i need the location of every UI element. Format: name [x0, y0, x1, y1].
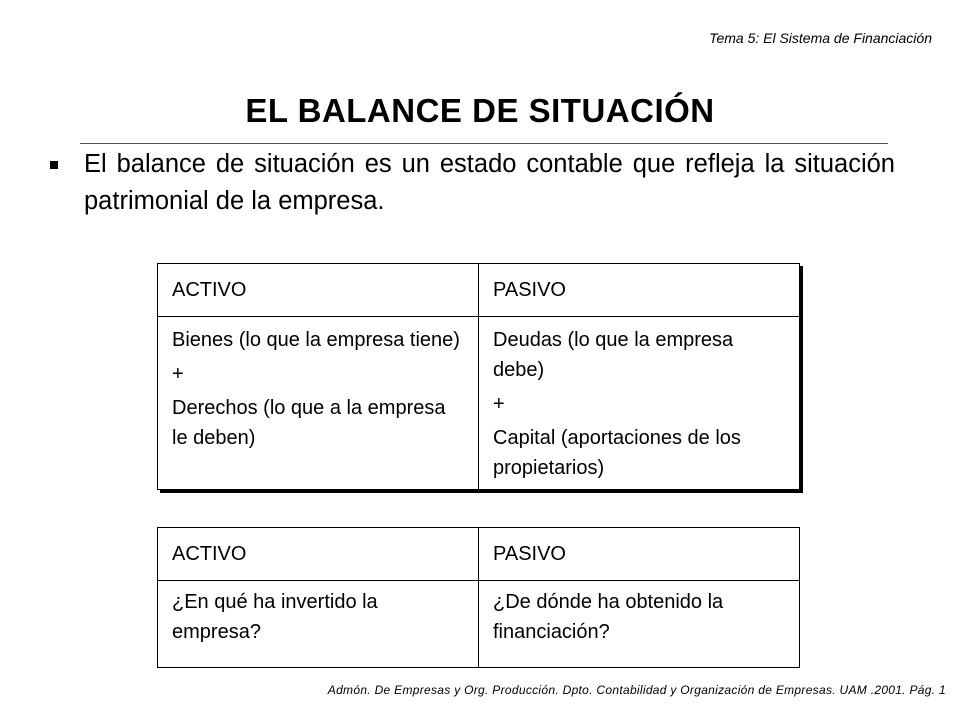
pasivo-header: PASIVO — [479, 528, 800, 581]
header-topic: Tema 5: El Sistema de Financiación — [709, 30, 932, 46]
table-row — [158, 528, 800, 581]
pasivo-header: PASIVO — [479, 264, 800, 317]
table-row — [158, 264, 800, 317]
title-divider — [80, 143, 888, 144]
pasivo-deudas: Deudas (lo que la empresa debe) — [493, 329, 734, 381]
pasivo-capital: Capital (aportaciones de los propietarios) — [493, 427, 741, 479]
plus-sign: + — [493, 393, 505, 415]
activo-question: ¿En qué ha invertido la empresa? — [158, 581, 479, 668]
footer-credit: Admón. De Empresas y Org. Producción. Dpto. Contabilidad y Organización de Empresas. UAM .2001. Pág. 1 — [327, 683, 946, 697]
slide-title: EL BALANCE DE SITUACIÓN — [245, 92, 715, 129]
activo-cell — [158, 317, 479, 490]
activo-bienes: Bienes (lo que la empresa tiene) — [172, 329, 460, 351]
activo-header: ACTIVO — [158, 528, 479, 581]
activo-header: ACTIVO — [158, 264, 479, 317]
pasivo-cell — [479, 317, 800, 490]
balance-table-questions — [157, 527, 800, 668]
bullet-text: El balance de situación es un estado contable que refleja la situación patrimonial de la empresa. — [84, 150, 895, 215]
activo-derechos: Derechos (lo que a la empresa le deben) — [172, 397, 446, 449]
balance-table-composition — [157, 263, 800, 490]
plus-sign: + — [172, 363, 184, 385]
table-row — [158, 317, 800, 490]
square-bullet-icon — [50, 161, 58, 169]
table-row — [158, 581, 800, 668]
pasivo-question: ¿De dónde ha obtenido la financiación? — [479, 581, 800, 668]
